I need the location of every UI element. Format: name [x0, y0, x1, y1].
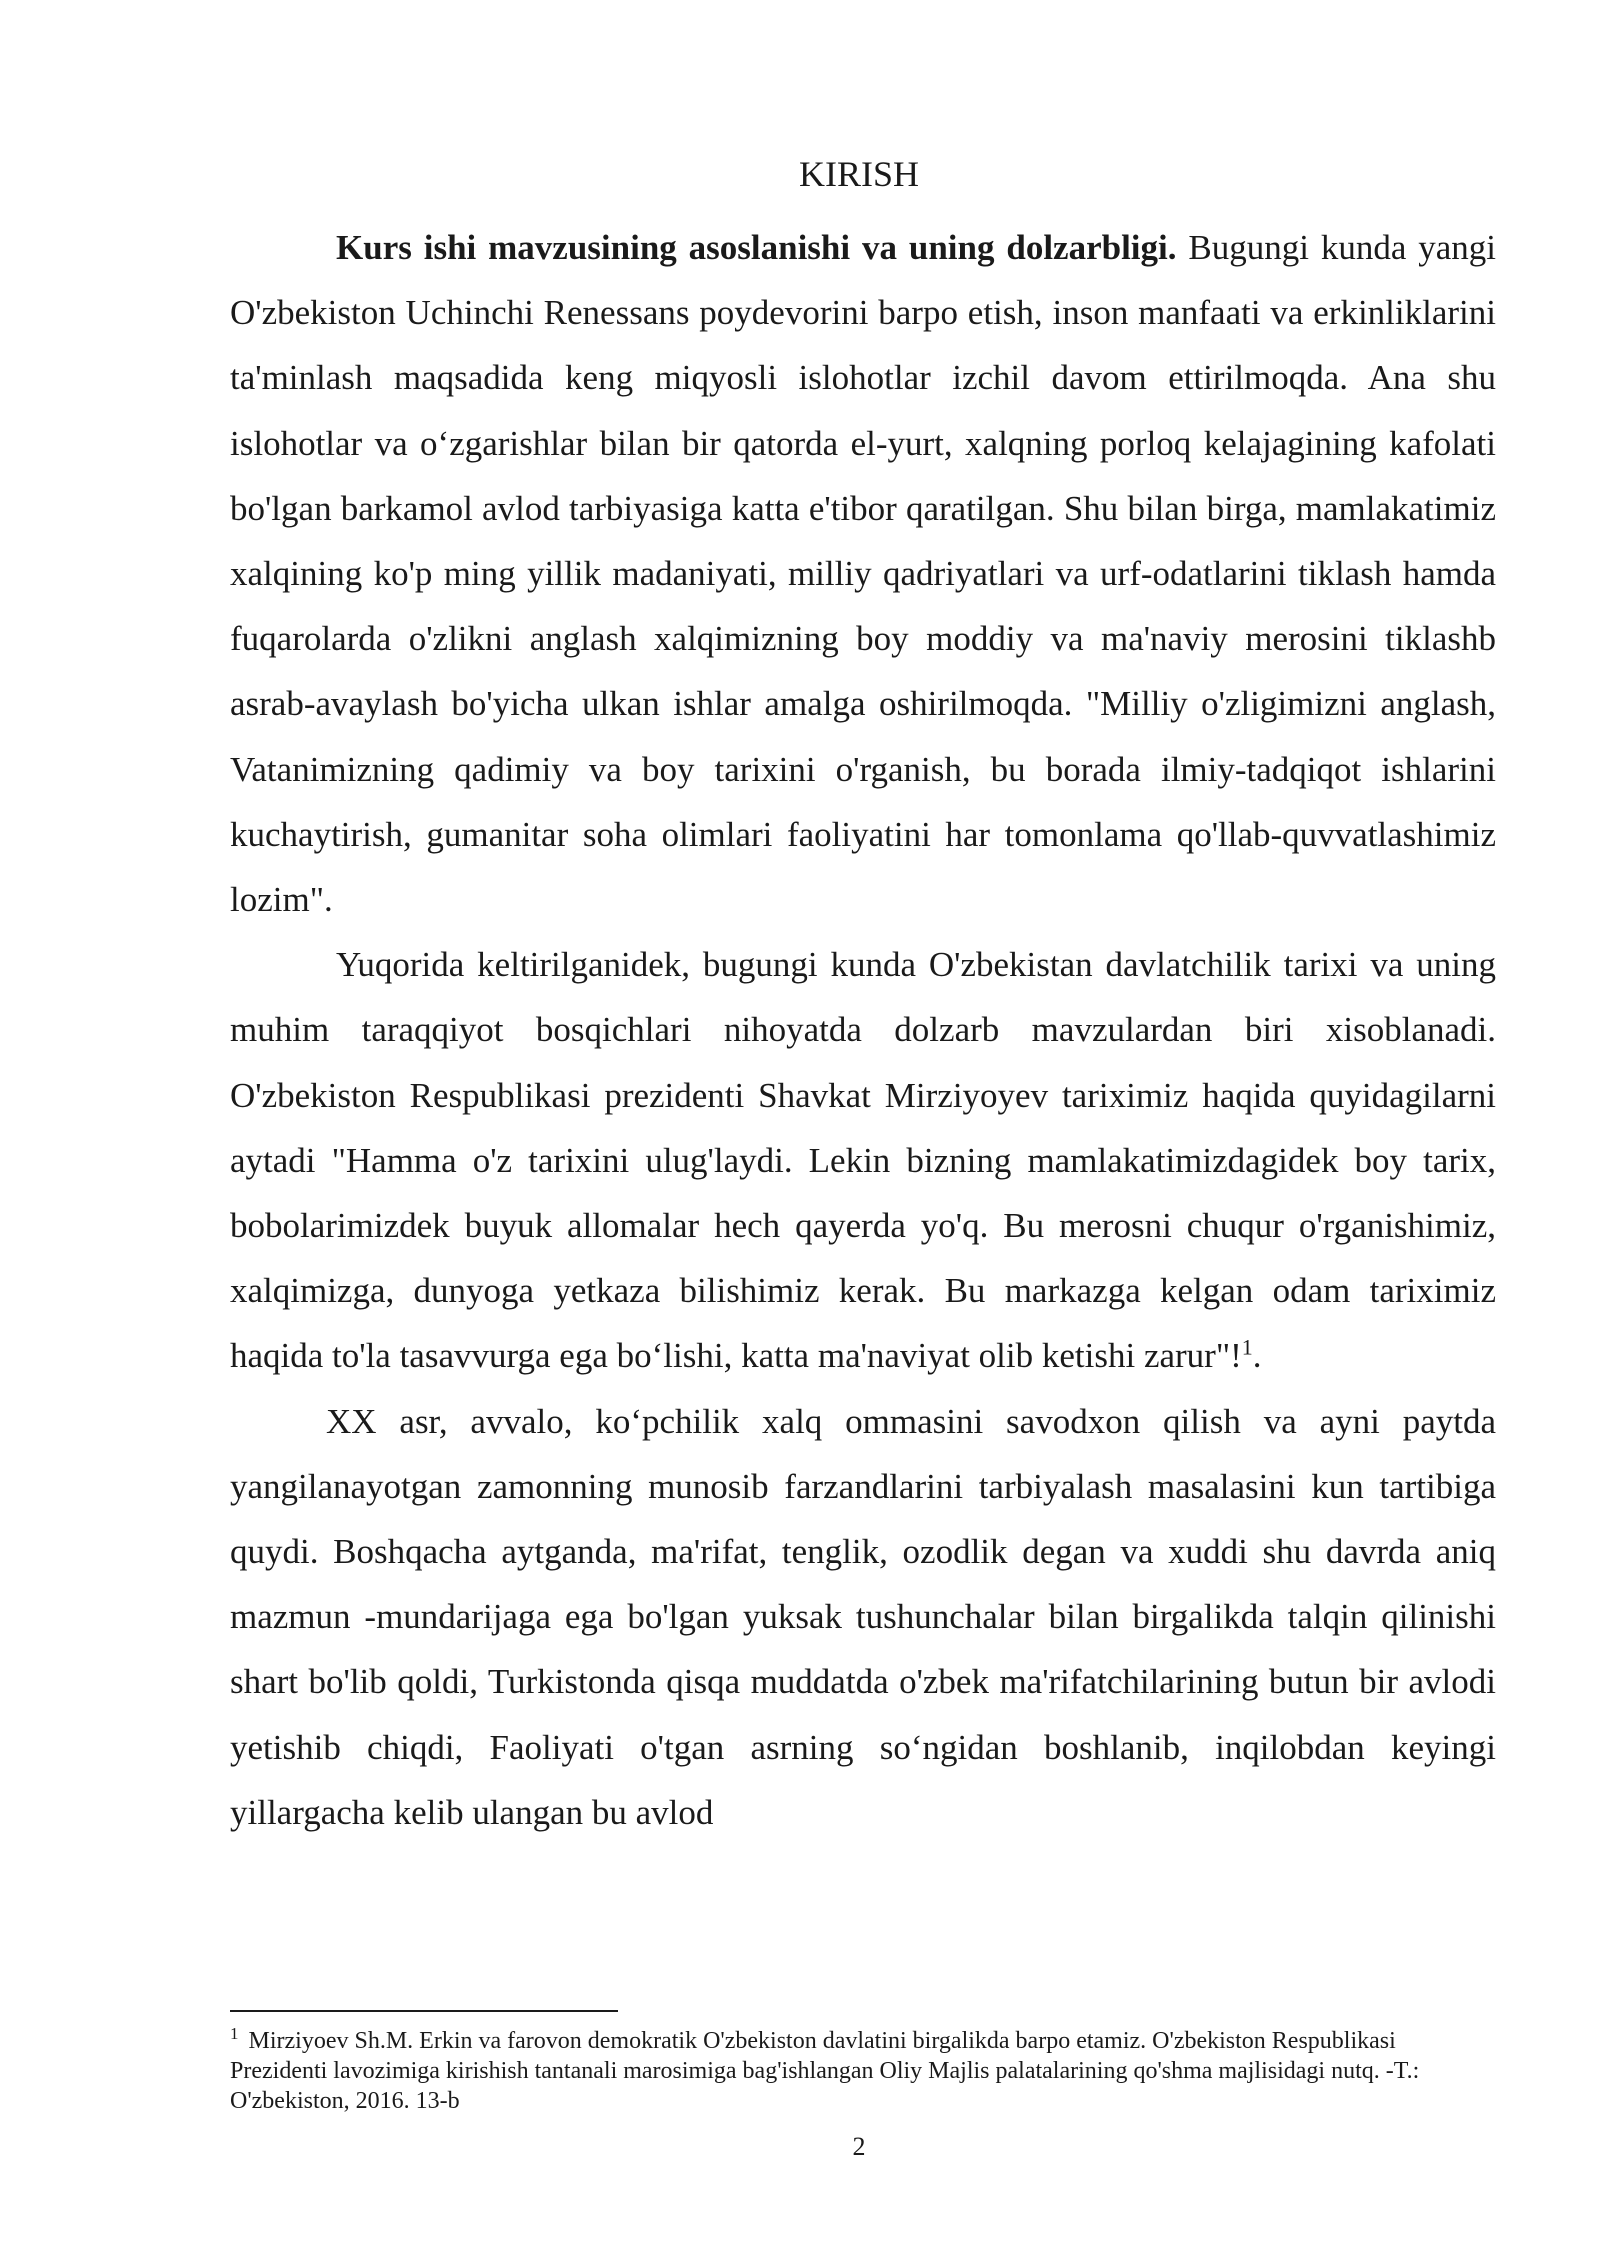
paragraph-2-end: .	[1252, 1336, 1262, 1376]
section-title: KIRISH	[798, 154, 919, 194]
body-text	[230, 215, 1496, 1845]
footnote-separator	[230, 2010, 618, 2012]
paragraph-1	[230, 215, 1496, 932]
footnote-text: Mirziyoev Sh.M. Erkin va farovon demokratik O'zbekiston davlatini birgalikda barpo etamiz. O'zbekiston Respublikasi Prezidenti lavozimiga kirishish tantanali marosimiga bag'ishlangan Oliy Majlis palatalarining qo'shma majlisidagi nutq. -T.: O'zbekiston, 2016. 13-b	[230, 2028, 1420, 2114]
paragraph-3	[230, 1389, 1496, 1845]
paragraph-2	[230, 932, 1496, 1388]
footnote-reference[interactable]: 1	[1241, 1334, 1253, 1360]
paragraph-1-lead: Kurs ishi mavzusining asoslanishi va uning dolzarbligi.	[336, 228, 1177, 267]
page-number: 2	[852, 2132, 866, 2161]
footnote	[230, 2026, 1496, 2116]
paragraph-1-text: Bugungi kunda yangi O'zbekiston Uchinchi Renessans poydevorini barpo etish, inson manfaati va erkinliklarini ta'minlash maqsadida keng miqyosli islohotlar izchil davom ettirilmoqda. Ana shu islohotlar va o‘zgarishlar bilan bir qatorda el-yurt, xalqning porloq kelajagining kafolati bo'lgan barkamol avlod tarbiyasiga katta e'tibor qaratilgan. Shu bilan birga, mamlakatimiz xalqining ko'p ming yillik madaniyati, milliy qadriyatlari va urf-odatlarini tiklash hamda fuqarolarda o'zlikni anglash xalqimizning boy moddiy va ma'naviy merosini tiklashb asrab-avaylash bo'yicha ulkan ishlar amalga oshirilmoqda. "Milliy o'zligimizni anglash, Vatanimizning qadimiy va boy tarixini o'rganish, bu borada ilmiy-tadqiqot ishlarini kuchaytirish, gumanitar soha olimlari faoliyatini har tomonlama qo'llab-quvvatlashimiz lozim".	[230, 228, 1496, 920]
footnote-number: 1	[230, 2024, 239, 2043]
paragraph-2-text: Yuqorida keltirilganidek, bugungi kunda O'zbekistan davlatchilik tarixi va uning muhim taraqqiyot bosqichlari nihoyatda dolzarb mavzulardan biri xisoblanadi. O'zbekiston Respublikasi prezidenti Shavkat Mirziyoyev tariximiz haqida quyidagilarni aytadi "Hamma o'z tarixini ulug'laydi. Lekin bizning mamlakatimizdagidek boy tarix, bobolarimizdek buyuk allomalar hech qayerda yo'q. Bu merosni chuqur o'rganishimiz, xalqimizga, dunyoga yetkaza bilishimiz kerak. Bu markazga kelgan odam tariximiz haqida to'la tasavvurga ega bo‘lishi, katta ma'naviyat olib ketishi zarur"!	[230, 945, 1496, 1376]
paragraph-3-text: XX asr, avvalo, ko‘pchilik xalq ommasini savodxon qilish va ayni paytda yangilanayotgan zamonning munosib farzandlarini tarbiyalash masalasini kun tartibiga quydi. Boshqacha aytganda, ma'rifat, tenglik, ozodlik degan va xuddi shu davrda aniq mazmun -mundarijaga ega bo'lgan yuksak tushunchalar bilan birgalikda talqin qilinishi shart bo'lib qoldi, Turkistonda qisqa muddatda o'zbek ma'rifatchilarining butun bir avlodi yetishib chiqdi, Faoliyati o'tgan asrning so‘ngidan boshlanib, inqilobdan keyingi yillargacha kelib ulangan bu avlod	[230, 1401, 1496, 1832]
